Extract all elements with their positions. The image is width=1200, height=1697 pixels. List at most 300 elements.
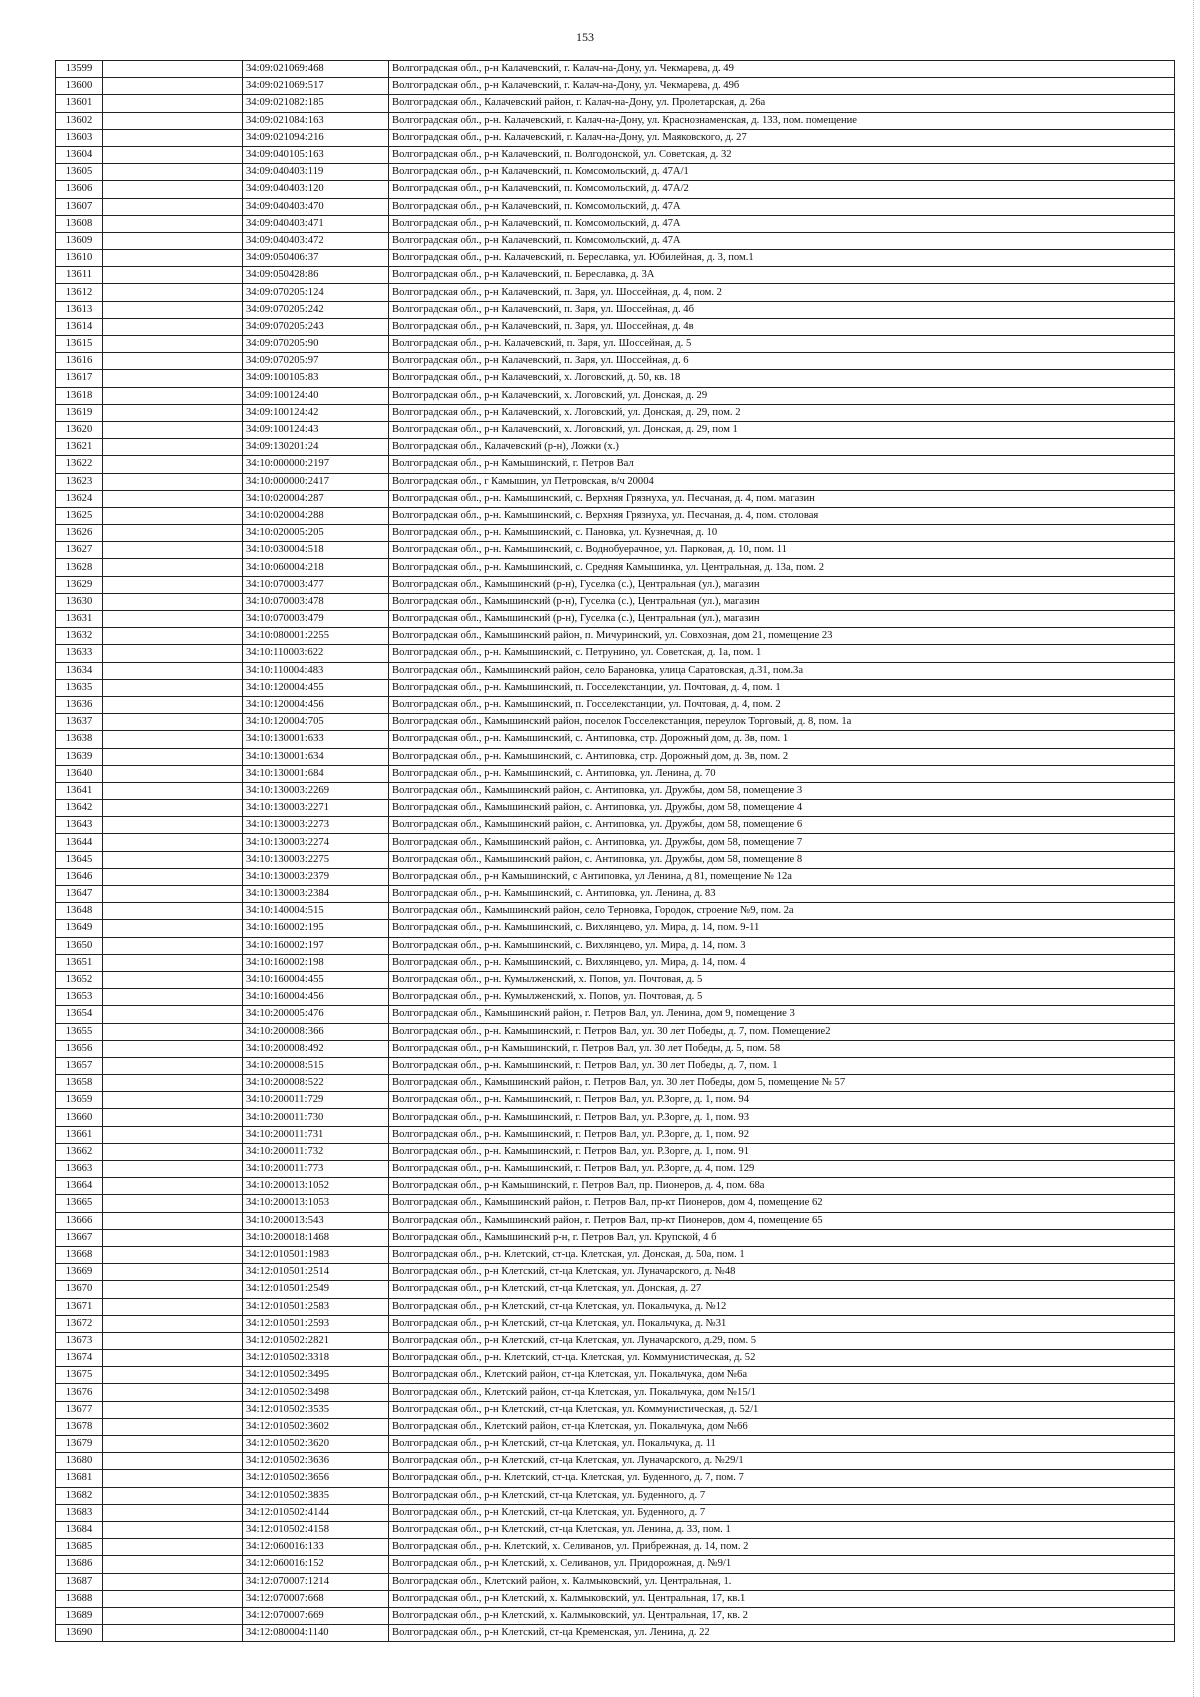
cadastral-number: 34:10:200013:1052 bbox=[243, 1178, 389, 1195]
cadastral-number: 34:10:130001:634 bbox=[243, 748, 389, 765]
address: Волгоградская обл., р-н Калачевский, п. Комсомольский, д. 47А bbox=[389, 198, 1175, 215]
table-row bbox=[56, 232, 1175, 249]
cadastral-number: 34:10:200008:515 bbox=[243, 1057, 389, 1074]
row-number: 13612 bbox=[56, 284, 103, 301]
address: Волгоградская обл., р-н. Калачевский, п. Заря, ул. Шоссейная, д. 5 bbox=[389, 336, 1175, 353]
cadastral-number: 34:10:200005:476 bbox=[243, 1006, 389, 1023]
address: Волгоградская обл., р-н. Клетский, ст-ца. Клетская, ул. Донская, д. 50а, пом. 1 bbox=[389, 1246, 1175, 1263]
cadastral-number: 34:10:000000:2197 bbox=[243, 456, 389, 473]
blank-cell bbox=[103, 1315, 243, 1332]
address: Волгоградская обл., р-н. Калачевский, г. Калач-на-Дону, ул. Краснознаменская, д. 133, пом. помещение bbox=[389, 112, 1175, 129]
blank-cell bbox=[103, 696, 243, 713]
address: Волгоградская обл., р-н Калачевский, п. Комсомольский, д. 47А/2 bbox=[389, 181, 1175, 198]
address: Волгоградская обл., р-н Калачевский, п. Заря, ул. Шоссейная, д. 4в bbox=[389, 318, 1175, 335]
row-number: 13661 bbox=[56, 1126, 103, 1143]
blank-cell bbox=[103, 1418, 243, 1435]
row-number: 13618 bbox=[56, 387, 103, 404]
address: Волгоградская обл., р-н Камышинский, г. Петров Вал bbox=[389, 456, 1175, 473]
cadastral-number: 34:10:000000:2417 bbox=[243, 473, 389, 490]
blank-cell bbox=[103, 353, 243, 370]
table-row bbox=[56, 421, 1175, 438]
row-number: 13659 bbox=[56, 1092, 103, 1109]
blank-cell bbox=[103, 1281, 243, 1298]
address: Волгоградская обл., р-н. Камышинский, с. Антиповка, стр. Дорожный дом, д. 3в, пом. 1 bbox=[389, 731, 1175, 748]
address: Волгоградская обл., р-н. Камышинский, с. Вихлянцево, ул. Мира, д. 14, пом. 9-11 bbox=[389, 920, 1175, 937]
table-row bbox=[56, 61, 1175, 78]
cadastral-number: 34:12:010502:3656 bbox=[243, 1470, 389, 1487]
cadastral-number: 34:09:021069:468 bbox=[243, 61, 389, 78]
cadastral-number: 34:12:010502:3318 bbox=[243, 1350, 389, 1367]
row-number: 13673 bbox=[56, 1332, 103, 1349]
address: Волгоградская обл., р-н. Камышинский, г. Петров Вал, ул. Р.Зорге, д. 1, пом. 91 bbox=[389, 1143, 1175, 1160]
blank-cell bbox=[103, 1625, 243, 1642]
blank-cell bbox=[103, 559, 243, 576]
blank-cell bbox=[103, 215, 243, 232]
table-row bbox=[56, 284, 1175, 301]
table-row bbox=[56, 78, 1175, 95]
table-row bbox=[56, 1195, 1175, 1212]
address: Волгоградская обл., р-н. Камышинский, с. Верхняя Грязнуха, ул. Песчаная, д. 4, пом. магазин bbox=[389, 490, 1175, 507]
table-row bbox=[56, 696, 1175, 713]
page-edge bbox=[1192, 0, 1194, 1697]
row-number: 13646 bbox=[56, 868, 103, 885]
blank-cell bbox=[103, 731, 243, 748]
address: Волгоградская обл., р-н Калачевский, п. Заря, ул. Шоссейная, д. 4б bbox=[389, 301, 1175, 318]
address: Волгоградская обл., р-н Клетский, ст-ца Клетская, ул. Покальчука, д. 11 bbox=[389, 1436, 1175, 1453]
row-number: 13676 bbox=[56, 1384, 103, 1401]
row-number: 13630 bbox=[56, 593, 103, 610]
table-row bbox=[56, 1057, 1175, 1074]
row-number: 13668 bbox=[56, 1246, 103, 1263]
blank-cell bbox=[103, 628, 243, 645]
cadastral-number: 34:10:130003:2273 bbox=[243, 817, 389, 834]
row-number: 13636 bbox=[56, 696, 103, 713]
cadastral-number: 34:10:160002:197 bbox=[243, 937, 389, 954]
table-row bbox=[56, 1109, 1175, 1126]
blank-cell bbox=[103, 1350, 243, 1367]
blank-cell bbox=[103, 903, 243, 920]
cadastral-number: 34:09:100124:43 bbox=[243, 421, 389, 438]
row-number: 13675 bbox=[56, 1367, 103, 1384]
cadastral-number: 34:09:040403:119 bbox=[243, 164, 389, 181]
row-number: 13638 bbox=[56, 731, 103, 748]
row-number: 13657 bbox=[56, 1057, 103, 1074]
row-number: 13665 bbox=[56, 1195, 103, 1212]
row-number: 13614 bbox=[56, 318, 103, 335]
cadastral-number: 34:09:021094:216 bbox=[243, 129, 389, 146]
cadastral-number: 34:09:050406:37 bbox=[243, 250, 389, 267]
table-row bbox=[56, 387, 1175, 404]
blank-cell bbox=[103, 971, 243, 988]
table-row bbox=[56, 1298, 1175, 1315]
blank-cell bbox=[103, 1590, 243, 1607]
page-number: 153 bbox=[576, 30, 594, 44]
blank-cell bbox=[103, 1264, 243, 1281]
blank-cell bbox=[103, 1401, 243, 1418]
row-number: 13686 bbox=[56, 1556, 103, 1573]
blank-cell bbox=[103, 250, 243, 267]
row-number: 13626 bbox=[56, 525, 103, 542]
row-number: 13642 bbox=[56, 800, 103, 817]
blank-cell bbox=[103, 473, 243, 490]
table-row bbox=[56, 1401, 1175, 1418]
address: Волгоградская обл., р-н. Камышинский, г. Петров Вал, ул. 30 лет Победы, д. 7, пом. 1 bbox=[389, 1057, 1175, 1074]
blank-cell bbox=[103, 318, 243, 335]
cadastral-number: 34:10:200013:1053 bbox=[243, 1195, 389, 1212]
row-number: 13677 bbox=[56, 1401, 103, 1418]
row-number: 13684 bbox=[56, 1521, 103, 1538]
table-row bbox=[56, 1040, 1175, 1057]
cadastral-number: 34:10:160002:198 bbox=[243, 954, 389, 971]
blank-cell bbox=[103, 611, 243, 628]
address: Волгоградская обл., Клетский район, ст-ца Клетская, ул. Покальчука, дом №6а bbox=[389, 1367, 1175, 1384]
cadastral-number: 34:10:200018:1468 bbox=[243, 1229, 389, 1246]
address: Волгоградская обл., Камышинский район, г. Петров Вал, пр-кт Пионеров, дом 4, помещение 62 bbox=[389, 1195, 1175, 1212]
address: Волгоградская обл., Калачевский (р-н), Ложки (х.) bbox=[389, 439, 1175, 456]
cadastral-number: 34:10:140004:515 bbox=[243, 903, 389, 920]
cadastral-number: 34:09:050428:86 bbox=[243, 267, 389, 284]
table-row bbox=[56, 267, 1175, 284]
cadastral-number: 34:10:070003:478 bbox=[243, 593, 389, 610]
cadastral-number: 34:10:020005:205 bbox=[243, 525, 389, 542]
row-number: 13658 bbox=[56, 1075, 103, 1092]
row-number: 13608 bbox=[56, 215, 103, 232]
address: Волгоградская обл., р-н Калачевский, х. Логовский, ул. Донская, д. 29, пом. 2 bbox=[389, 404, 1175, 421]
cadastral-number: 34:10:200011:732 bbox=[243, 1143, 389, 1160]
address: Волгоградская обл., Камышинский район, п. Мичуринский, ул. Совхозная, дом 21, помещение 23 bbox=[389, 628, 1175, 645]
blank-cell bbox=[103, 662, 243, 679]
table-row bbox=[56, 112, 1175, 129]
cadastral-number: 34:10:130003:2274 bbox=[243, 834, 389, 851]
blank-cell bbox=[103, 868, 243, 885]
row-number: 13599 bbox=[56, 61, 103, 78]
cadastral-number: 34:10:130003:2384 bbox=[243, 886, 389, 903]
blank-cell bbox=[103, 1453, 243, 1470]
cadastral-number: 34:12:010501:1983 bbox=[243, 1246, 389, 1263]
cadastral-number: 34:09:070205:124 bbox=[243, 284, 389, 301]
blank-cell bbox=[103, 181, 243, 198]
row-number: 13667 bbox=[56, 1229, 103, 1246]
blank-cell bbox=[103, 765, 243, 782]
blank-cell bbox=[103, 714, 243, 731]
table-row bbox=[56, 989, 1175, 1006]
cadastral-number: 34:09:040105:163 bbox=[243, 146, 389, 163]
table-row bbox=[56, 576, 1175, 593]
row-number: 13601 bbox=[56, 95, 103, 112]
blank-cell bbox=[103, 800, 243, 817]
table-row bbox=[56, 886, 1175, 903]
row-number: 13600 bbox=[56, 78, 103, 95]
blank-cell bbox=[103, 164, 243, 181]
address: Волгоградская обл., р-н. Камышинский, с. Воднобуерачное, ул. Парковая, д. 10, пом. 11 bbox=[389, 542, 1175, 559]
blank-cell bbox=[103, 336, 243, 353]
address: Волгоградская обл., р-н Калачевский, п. Заря, ул. Шоссейная, д. 6 bbox=[389, 353, 1175, 370]
blank-cell bbox=[103, 748, 243, 765]
row-number: 13664 bbox=[56, 1178, 103, 1195]
cadastral-number: 34:10:120004:705 bbox=[243, 714, 389, 731]
table-row bbox=[56, 1384, 1175, 1401]
address: Волгоградская обл., р-н. Камышинский, с. Верхняя Грязнуха, ул. Песчаная, д. 4, пом. столовая bbox=[389, 507, 1175, 524]
table-row bbox=[56, 1590, 1175, 1607]
cadastral-number: 34:12:060016:152 bbox=[243, 1556, 389, 1573]
cadastral-number: 34:12:070007:1214 bbox=[243, 1573, 389, 1590]
row-number: 13629 bbox=[56, 576, 103, 593]
cadastral-number: 34:12:070007:669 bbox=[243, 1607, 389, 1624]
blank-cell bbox=[103, 576, 243, 593]
row-number: 13666 bbox=[56, 1212, 103, 1229]
blank-cell bbox=[103, 1126, 243, 1143]
blank-cell bbox=[103, 1143, 243, 1160]
blank-cell bbox=[103, 1246, 243, 1263]
table-row bbox=[56, 817, 1175, 834]
cadastral-number: 34:12:010502:3835 bbox=[243, 1487, 389, 1504]
cadastral-number: 34:10:120004:456 bbox=[243, 696, 389, 713]
address: Волгоградская обл., р-н. Клетский, х. Селиванов, ул. Прибрежная, д. 14, пом. 2 bbox=[389, 1539, 1175, 1556]
row-number: 13655 bbox=[56, 1023, 103, 1040]
address: Волгоградская обл., р-н Клетский, ст-ца Клетская, ул. Донская, д. 27 bbox=[389, 1281, 1175, 1298]
address: Волгоградская обл., Клетский район, ст-ца Клетская, ул. Покальчука, дом №15/1 bbox=[389, 1384, 1175, 1401]
table-row bbox=[56, 1161, 1175, 1178]
cadastral-number: 34:12:010501:2593 bbox=[243, 1315, 389, 1332]
address: Волгоградская обл., р-н Клетский, ст-ца Клетская, ул. Луначарского, д.29, пом. 5 bbox=[389, 1332, 1175, 1349]
address: Волгоградская обл., р-н. Калачевский, п. Береславка, ул. Юбилейная, д. 3, пом.1 bbox=[389, 250, 1175, 267]
address: Волгоградская обл., р-н Клетский, ст-ца Клетская, ул. Покальчука, д. №12 bbox=[389, 1298, 1175, 1315]
cadastral-number: 34:10:200011:731 bbox=[243, 1126, 389, 1143]
row-number: 13619 bbox=[56, 404, 103, 421]
table-row bbox=[56, 714, 1175, 731]
row-number: 13611 bbox=[56, 267, 103, 284]
cadastral-number: 34:10:110004:483 bbox=[243, 662, 389, 679]
cadastral-number: 34:10:200008:522 bbox=[243, 1075, 389, 1092]
cadastral-number: 34:12:010502:3620 bbox=[243, 1436, 389, 1453]
table-row bbox=[56, 1315, 1175, 1332]
cadastral-number: 34:12:010502:4158 bbox=[243, 1521, 389, 1538]
blank-cell bbox=[103, 232, 243, 249]
table-row bbox=[56, 1436, 1175, 1453]
cadastral-number: 34:12:010501:2583 bbox=[243, 1298, 389, 1315]
row-number: 13641 bbox=[56, 782, 103, 799]
cadastral-number: 34:10:200011:773 bbox=[243, 1161, 389, 1178]
table-row bbox=[56, 1504, 1175, 1521]
row-number: 13603 bbox=[56, 129, 103, 146]
blank-cell bbox=[103, 851, 243, 868]
row-number: 13621 bbox=[56, 439, 103, 456]
cadastral-number: 34:10:130003:2275 bbox=[243, 851, 389, 868]
address: Волгоградская обл., р-н. Камышинский, с. Антиповка, стр. Дорожный дом, д. 3в, пом. 2 bbox=[389, 748, 1175, 765]
cadastral-number: 34:09:100124:42 bbox=[243, 404, 389, 421]
table-row bbox=[56, 679, 1175, 696]
address: Волгоградская обл., Камышинский район, село Барановка, улица Саратовская, д.31, пом.3а bbox=[389, 662, 1175, 679]
row-number: 13617 bbox=[56, 370, 103, 387]
table-row bbox=[56, 1418, 1175, 1435]
address: Волгоградская обл., р-н. Кумылженский, х. Попов, ул. Почтовая, д. 5 bbox=[389, 989, 1175, 1006]
table-row bbox=[56, 507, 1175, 524]
row-number: 13606 bbox=[56, 181, 103, 198]
row-number: 13645 bbox=[56, 851, 103, 868]
address: Волгоградская обл., р-н Калачевский, х. Логовский, ул. Донская, д. 29 bbox=[389, 387, 1175, 404]
row-number: 13602 bbox=[56, 112, 103, 129]
row-number: 13679 bbox=[56, 1436, 103, 1453]
address: Волгоградская обл., р-н. Камышинский, с. Пановка, ул. Кузнечная, д. 10 bbox=[389, 525, 1175, 542]
blank-cell bbox=[103, 782, 243, 799]
blank-cell bbox=[103, 129, 243, 146]
row-number: 13649 bbox=[56, 920, 103, 937]
blank-cell bbox=[103, 1367, 243, 1384]
address: Волгоградская обл., р-н Клетский, ст-ца Клетская, ул. Покальчука, д. №31 bbox=[389, 1315, 1175, 1332]
address: Волгоградская обл., Камышинский район, с. Антиповка, ул. Дружбы, дом 58, помещение 7 bbox=[389, 834, 1175, 851]
address: Волгоградская обл., р-н Клетский, ст-ца Клетская, ул. Ленина, д. 33, пом. 1 bbox=[389, 1521, 1175, 1538]
blank-cell bbox=[103, 404, 243, 421]
blank-cell bbox=[103, 1057, 243, 1074]
address: Волгоградская обл., Камышинский р-н, г. Петров Вал, ул. Крупской, 4 б bbox=[389, 1229, 1175, 1246]
blank-cell bbox=[103, 507, 243, 524]
blank-cell bbox=[103, 886, 243, 903]
row-number: 13640 bbox=[56, 765, 103, 782]
table-row bbox=[56, 1625, 1175, 1642]
address: Волгоградская обл., р-н Клетский, ст-ца Клетская, ул. Буденного, д. 7 bbox=[389, 1487, 1175, 1504]
blank-cell bbox=[103, 1539, 243, 1556]
blank-cell bbox=[103, 1040, 243, 1057]
row-number: 13643 bbox=[56, 817, 103, 834]
cadastral-number: 34:10:160004:455 bbox=[243, 971, 389, 988]
blank-cell bbox=[103, 1573, 243, 1590]
blank-cell bbox=[103, 525, 243, 542]
row-number: 13674 bbox=[56, 1350, 103, 1367]
blank-cell bbox=[103, 112, 243, 129]
row-number: 13628 bbox=[56, 559, 103, 576]
blank-cell bbox=[103, 146, 243, 163]
row-number: 13633 bbox=[56, 645, 103, 662]
blank-cell bbox=[103, 1470, 243, 1487]
address: Волгоградская обл., р-н Камышинский, г. Петров Вал, пр. Пионеров, д. 4, пом. 68а bbox=[389, 1178, 1175, 1195]
blank-cell bbox=[103, 1195, 243, 1212]
table-row bbox=[56, 301, 1175, 318]
cadastral-number: 34:09:021082:185 bbox=[243, 95, 389, 112]
blank-cell bbox=[103, 1504, 243, 1521]
table-row bbox=[56, 1143, 1175, 1160]
row-number: 13637 bbox=[56, 714, 103, 731]
table-row bbox=[56, 456, 1175, 473]
blank-cell bbox=[103, 456, 243, 473]
table-row bbox=[56, 318, 1175, 335]
address: Волгоградская обл., р-н. Камышинский, г. Петров Вал, ул. Р.Зорге, д. 1, пом. 93 bbox=[389, 1109, 1175, 1126]
blank-cell bbox=[103, 989, 243, 1006]
row-number: 13678 bbox=[56, 1418, 103, 1435]
cadastral-number: 34:10:070003:479 bbox=[243, 611, 389, 628]
blank-cell bbox=[103, 1006, 243, 1023]
cadastral-number: 34:09:040403:471 bbox=[243, 215, 389, 232]
cadastral-number: 34:12:010502:4144 bbox=[243, 1504, 389, 1521]
cadastral-number: 34:09:100105:83 bbox=[243, 370, 389, 387]
row-number: 13653 bbox=[56, 989, 103, 1006]
cadastral-number: 34:12:010502:3602 bbox=[243, 1418, 389, 1435]
table-row bbox=[56, 1126, 1175, 1143]
address: Волгоградская обл., Камышинский (р-н), Гуселка (с.), Центральная (ул.), магазин bbox=[389, 611, 1175, 628]
blank-cell bbox=[103, 542, 243, 559]
table-row bbox=[56, 181, 1175, 198]
table-row bbox=[56, 1178, 1175, 1195]
address: Волгоградская обл., Камышинский (р-н), Гуселка (с.), Центральная (ул.), магазин bbox=[389, 593, 1175, 610]
blank-cell bbox=[103, 490, 243, 507]
blank-cell bbox=[103, 1161, 243, 1178]
row-number: 13632 bbox=[56, 628, 103, 645]
row-number: 13662 bbox=[56, 1143, 103, 1160]
cadastral-number: 34:09:040403:120 bbox=[243, 181, 389, 198]
table-row bbox=[56, 129, 1175, 146]
row-number: 13635 bbox=[56, 679, 103, 696]
row-number: 13627 bbox=[56, 542, 103, 559]
table-row bbox=[56, 593, 1175, 610]
address: Волгоградская обл., Камышинский район, г. Петров Вал, ул. 30 лет Победы, дом 5, помещение № 57 bbox=[389, 1075, 1175, 1092]
address: Волгоградская обл., р-н Калачевский, п. Береславка, д. 3А bbox=[389, 267, 1175, 284]
address: Волгоградская обл., р-н Клетский, ст-ца Клетская, ул. Коммунистическая, д. 52/1 bbox=[389, 1401, 1175, 1418]
address: Волгоградская обл., г Камышин, ул Петровская, в/ч 20004 bbox=[389, 473, 1175, 490]
address: Волгоградская обл., р-н. Камышинский, с. Вихлянцево, ул. Мира, д. 14, пом. 3 bbox=[389, 937, 1175, 954]
blank-cell bbox=[103, 954, 243, 971]
blank-cell bbox=[103, 679, 243, 696]
address: Волгоградская обл., Камышинский район, с. Антиповка, ул. Дружбы, дом 58, помещение 6 bbox=[389, 817, 1175, 834]
cadastral-number: 34:10:110003:622 bbox=[243, 645, 389, 662]
table-row bbox=[56, 1075, 1175, 1092]
cadastral-number: 34:12:010502:3535 bbox=[243, 1401, 389, 1418]
cadastral-number: 34:10:160004:456 bbox=[243, 989, 389, 1006]
row-number: 13616 bbox=[56, 353, 103, 370]
table-row bbox=[56, 971, 1175, 988]
cadastral-number: 34:10:160002:195 bbox=[243, 920, 389, 937]
blank-cell bbox=[103, 421, 243, 438]
cadastral-number: 34:09:070205:242 bbox=[243, 301, 389, 318]
address: Волгоградская обл., р-н Калачевский, г. Калач-на-Дону, ул. Чекмарева, д. 49 bbox=[389, 61, 1175, 78]
address: Волгоградская обл., р-н. Клетский, ст-ца. Клетская, ул. Буденного, д. 7, пом. 7 bbox=[389, 1470, 1175, 1487]
table-row bbox=[56, 903, 1175, 920]
table-row bbox=[56, 1229, 1175, 1246]
table-row bbox=[56, 1607, 1175, 1624]
cadastral-number: 34:09:021069:517 bbox=[243, 78, 389, 95]
table-row bbox=[56, 1092, 1175, 1109]
cadastral-number: 34:09:070205:97 bbox=[243, 353, 389, 370]
table-row bbox=[56, 164, 1175, 181]
row-number: 13615 bbox=[56, 336, 103, 353]
address: Волгоградская обл., р-н. Камышинский, г. Петров Вал, ул. Р.Зорге, д. 4, пом. 129 bbox=[389, 1161, 1175, 1178]
table-row bbox=[56, 1350, 1175, 1367]
cadastral-number: 34:10:130003:2379 bbox=[243, 868, 389, 885]
blank-cell bbox=[103, 1092, 243, 1109]
cadastral-number: 34:09:100124:40 bbox=[243, 387, 389, 404]
row-number: 13680 bbox=[56, 1453, 103, 1470]
table-row bbox=[56, 851, 1175, 868]
row-number: 13623 bbox=[56, 473, 103, 490]
address: Волгоградская обл., Камышинский (р-н), Гуселка (с.), Центральная (ул.), магазин bbox=[389, 576, 1175, 593]
table-row bbox=[56, 95, 1175, 112]
table-row bbox=[56, 1246, 1175, 1263]
table-row bbox=[56, 1332, 1175, 1349]
table-row bbox=[56, 1006, 1175, 1023]
row-number: 13690 bbox=[56, 1625, 103, 1642]
blank-cell bbox=[103, 1607, 243, 1624]
cadastral-number: 34:09:070205:90 bbox=[243, 336, 389, 353]
cadastral-number: 34:12:060016:133 bbox=[243, 1539, 389, 1556]
table-row bbox=[56, 250, 1175, 267]
cadastral-number: 34:10:200008:492 bbox=[243, 1040, 389, 1057]
cadastral-number: 34:10:020004:287 bbox=[243, 490, 389, 507]
address: Волгоградская обл., р-н. Кумылженский, х. Попов, ул. Почтовая, д. 5 bbox=[389, 971, 1175, 988]
table-row bbox=[56, 215, 1175, 232]
table-row bbox=[56, 731, 1175, 748]
address: Волгоградская обл., Камышинский район, г. Петров Вал, ул. Ленина, дом 9, помещение 3 bbox=[389, 1006, 1175, 1023]
blank-cell bbox=[103, 1521, 243, 1538]
address: Волгоградская обл., р-н Калачевский, п. Комсомольский, д. 47А/1 bbox=[389, 164, 1175, 181]
table-row bbox=[56, 353, 1175, 370]
